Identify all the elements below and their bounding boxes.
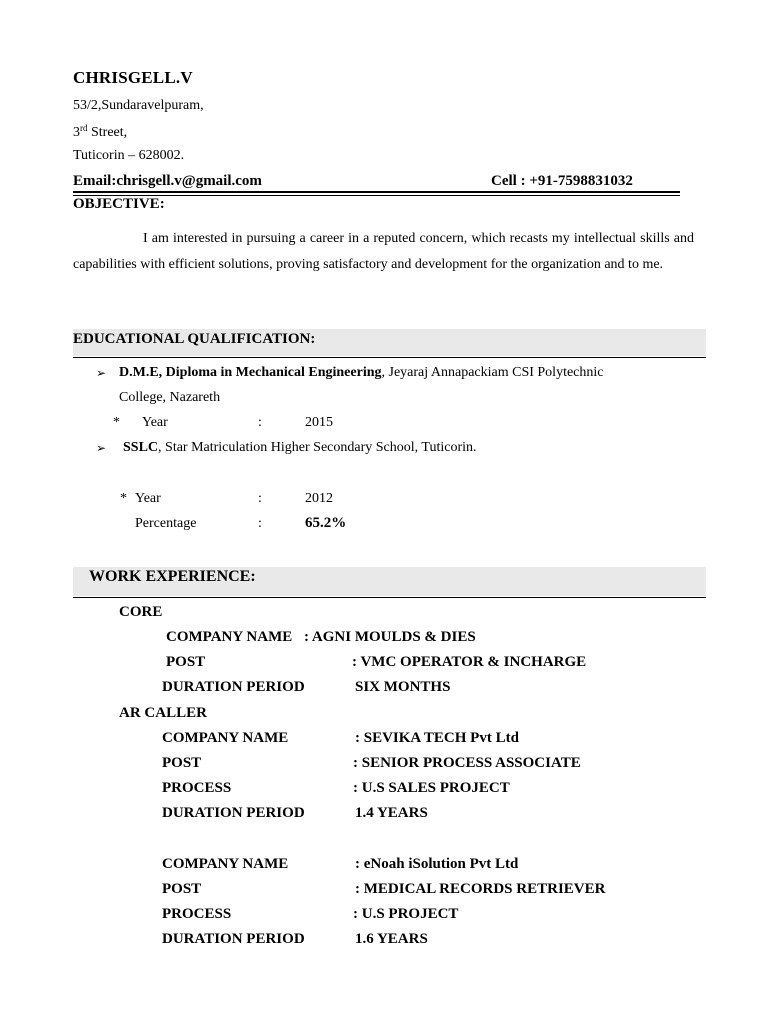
bullet-arrow-icon: ➢ xyxy=(96,441,107,455)
job-duration-label: DURATION PERIOD xyxy=(162,805,305,821)
degree: D.M.E, Diploma in Mechanical Engineering xyxy=(119,365,382,380)
education-item-1 xyxy=(119,365,604,381)
star-bullet-icon: * xyxy=(120,491,127,506)
year-value: 2012 xyxy=(305,491,333,506)
job-company-label: COMPANY NAME xyxy=(162,856,289,872)
percentage-label: Percentage xyxy=(135,516,197,531)
ar-caller-label: AR CALLER xyxy=(119,705,207,721)
year-value: 2015 xyxy=(305,415,333,430)
year-colon: : xyxy=(258,491,262,506)
degree: SSLC xyxy=(123,440,159,455)
job-company-value: : SEVIKA TECH Pvt Ltd xyxy=(355,730,519,746)
job-post-value: : SENIOR PROCESS ASSOCIATE xyxy=(353,755,581,771)
percentage-value: 65.2% xyxy=(305,515,347,531)
year-label: Year xyxy=(135,491,161,506)
candidate-name: CHRISGELL.V xyxy=(73,68,193,87)
institution: , Star Matriculation Higher Secondary School, Tuticorin. xyxy=(158,440,477,455)
job-company-value: : eNoah iSolution Pvt Ltd xyxy=(355,856,519,872)
cell-phone: Cell : +91-7598831032 xyxy=(491,173,633,189)
institution-line-2: College, Nazareth xyxy=(119,390,221,405)
address-line-1: 53/2,Sundaravelpuram, xyxy=(73,98,204,113)
job-post-label: POST xyxy=(162,755,202,771)
address-line-3: Tuticorin – 628002. xyxy=(73,148,185,163)
bullet-arrow-icon: ➢ xyxy=(96,366,107,380)
education-divider xyxy=(73,357,706,358)
core-post-value: : VMC OPERATOR & INCHARGE xyxy=(352,654,587,670)
street-suffix: rd xyxy=(80,123,88,133)
core-label: CORE xyxy=(119,604,163,620)
job-duration-label: DURATION PERIOD xyxy=(162,931,305,947)
job-process-label: PROCESS xyxy=(162,780,232,796)
objective-text: I am interested in pursuing a career in a reputed concern, which recasts my intellectual skills and capabilities with efficient solutions, proving satisfactory and development for the organization and to me. xyxy=(73,231,694,272)
core-duration-label: DURATION PERIOD xyxy=(162,679,305,695)
street-number: 3 xyxy=(73,125,80,140)
job-process-value: : U.S PROJECT xyxy=(353,906,459,922)
job-post-label: POST xyxy=(162,881,202,897)
job-company-label: COMPANY NAME xyxy=(162,730,289,746)
percentage-colon: : xyxy=(258,516,262,531)
star-bullet-icon: * xyxy=(113,415,120,430)
job-process-label: PROCESS xyxy=(162,906,232,922)
header-divider-thick xyxy=(73,191,680,193)
education-item-2 xyxy=(123,440,477,456)
job-post-value: : MEDICAL RECORDS RETRIEVER xyxy=(355,881,606,897)
institution: , Jeyaraj Annapackiam CSI Polytechnic xyxy=(381,365,604,380)
job-duration-value: 1.4 YEARS xyxy=(355,805,428,821)
job-duration-value: 1.6 YEARS xyxy=(355,931,428,947)
education-heading: EDUCATIONAL QUALIFICATION: xyxy=(73,331,316,347)
job-process-value: : U.S SALES PROJECT xyxy=(353,780,510,796)
core-post-label: POST xyxy=(166,654,206,670)
work-heading: WORK EXPERIENCE: xyxy=(89,568,256,585)
year-label: Year xyxy=(142,415,168,430)
address-line-2 xyxy=(73,123,127,141)
work-divider xyxy=(73,597,706,598)
core-company-value: : AGNI MOULDS & DIES xyxy=(304,629,476,645)
email: Email:chrisgell.v@gmail.com xyxy=(73,173,262,189)
core-duration-value: SIX MONTHS xyxy=(355,679,451,695)
year-colon: : xyxy=(258,415,262,430)
street-label: Street, xyxy=(87,125,128,140)
core-company-label: COMPANY NAME xyxy=(166,629,293,645)
objective-heading: OBJECTIVE: xyxy=(73,196,165,212)
